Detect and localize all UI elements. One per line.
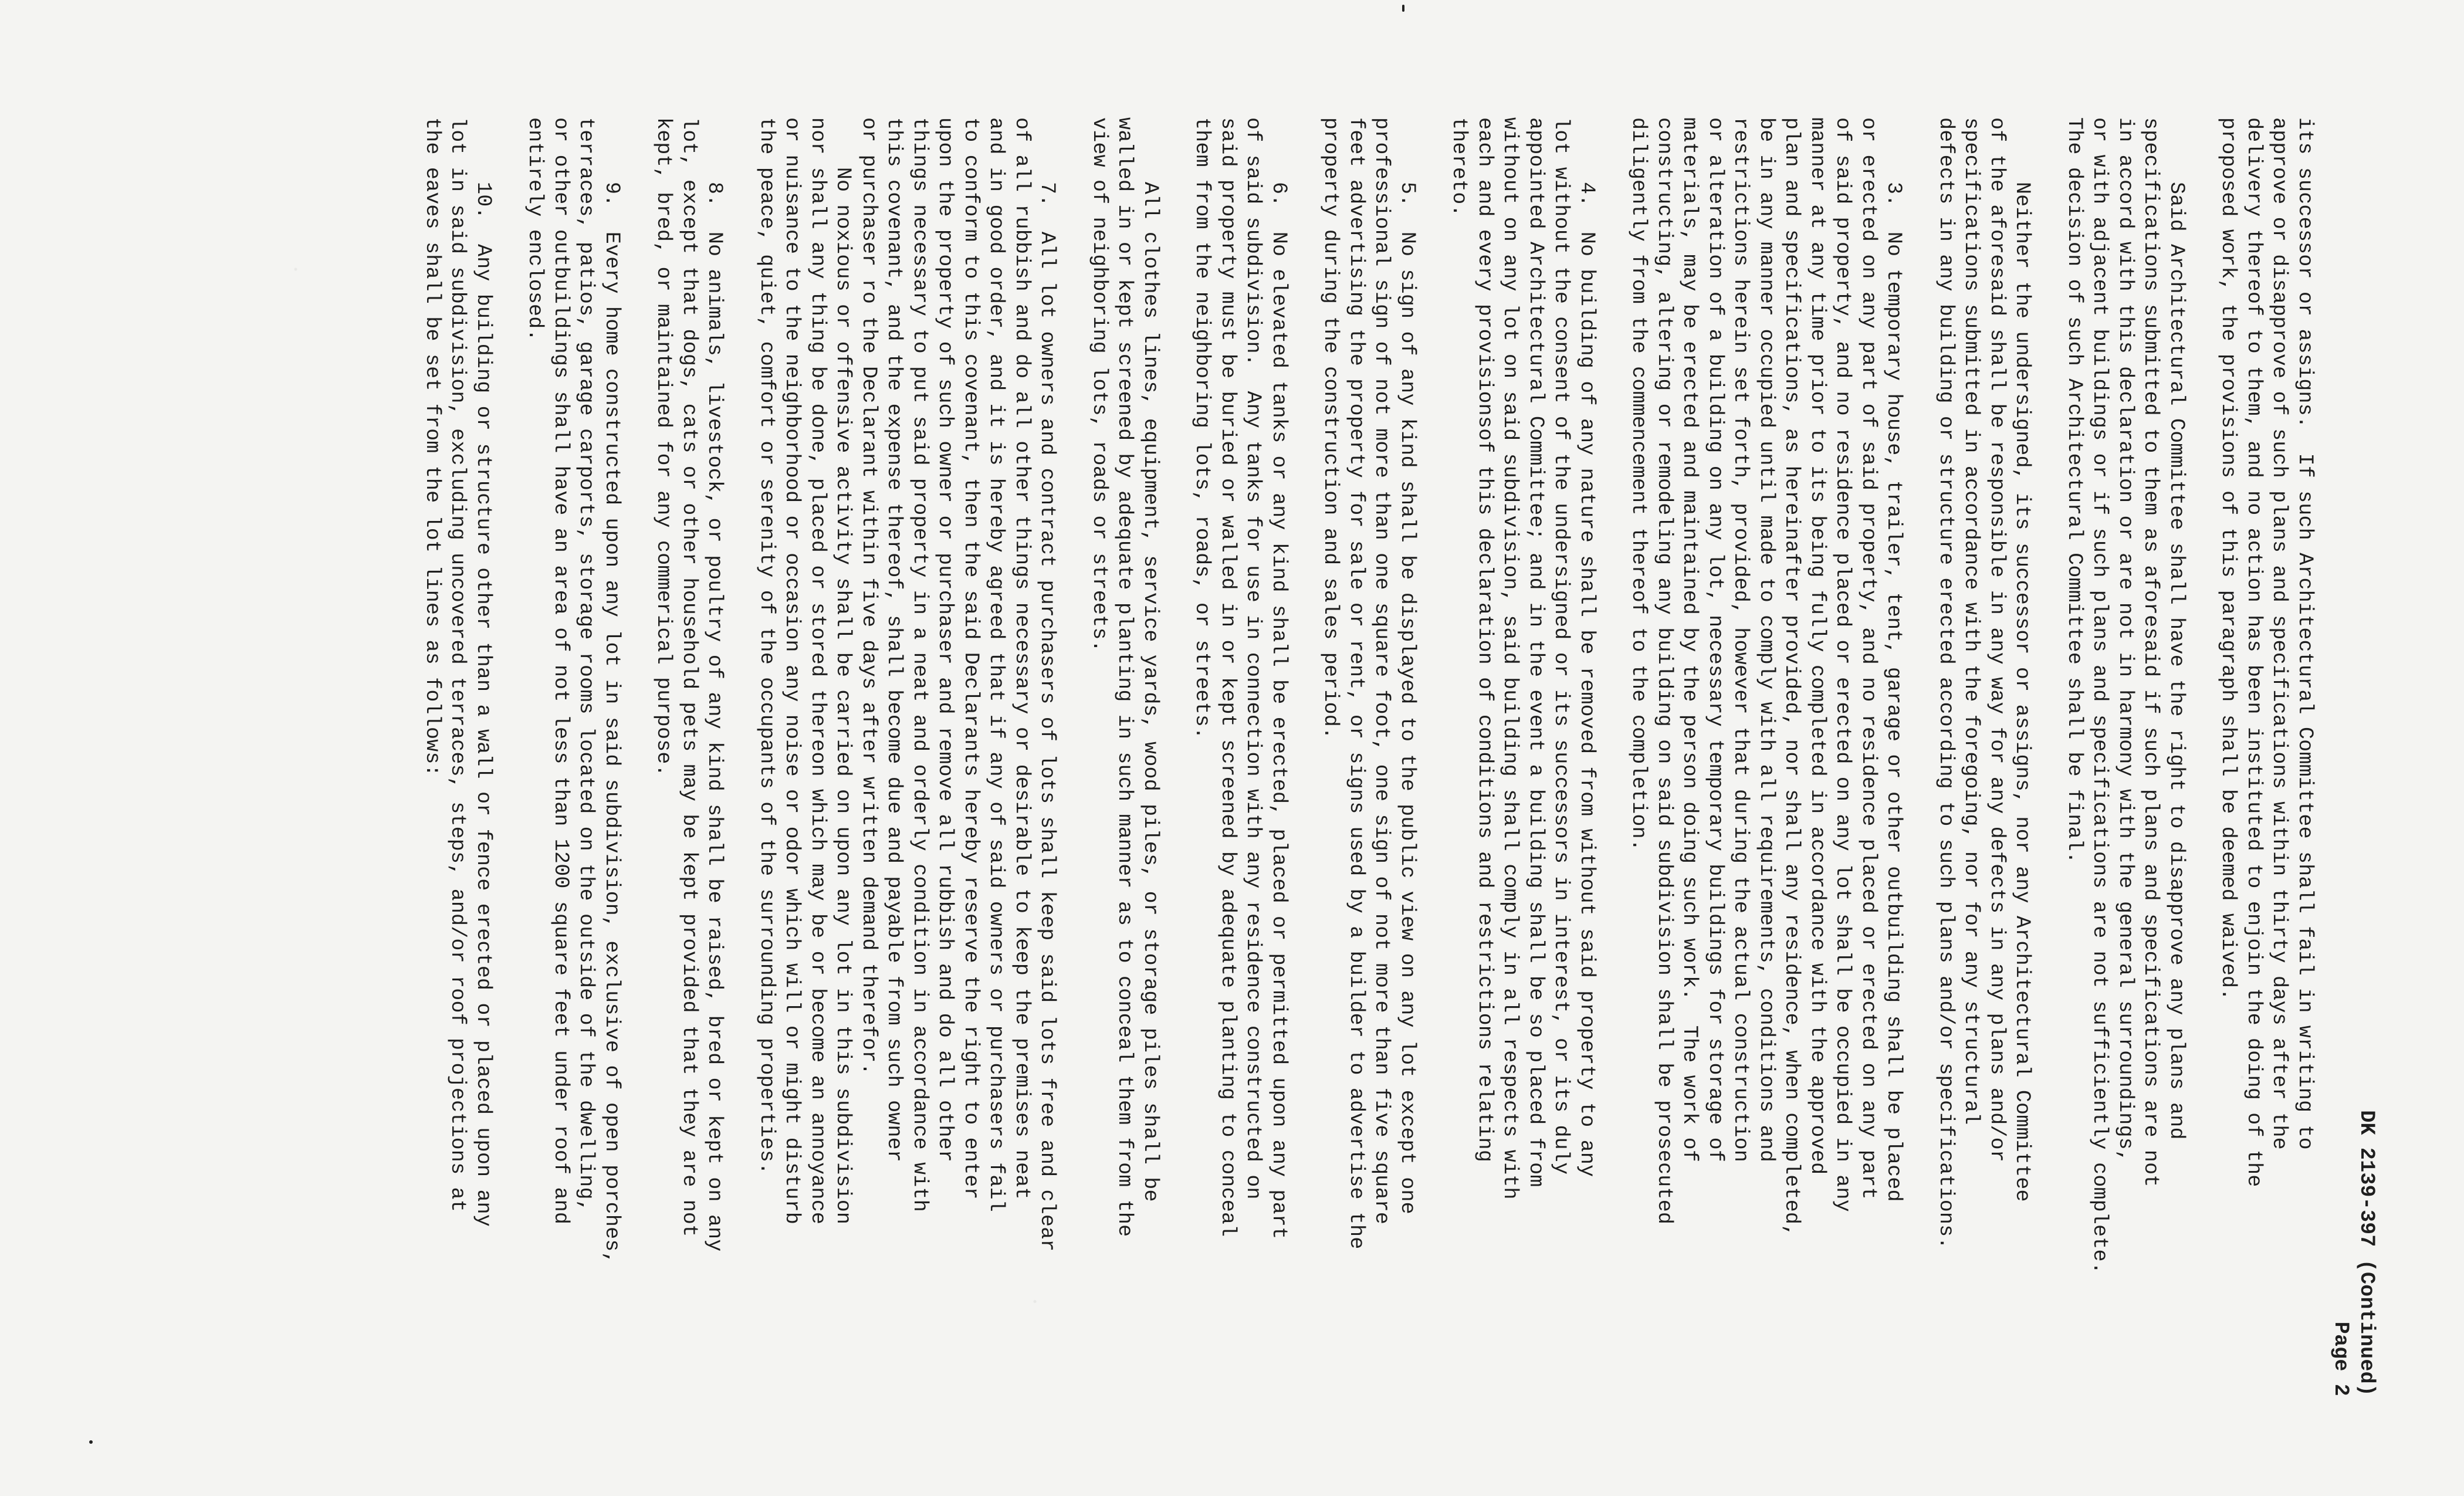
paragraph-liability: Neither the undersigned, its successor or assigns, nor any Architectural Committee of the aforesaid shall be responsible in any way for any defects in any plans and/or specifications submitted in accordance with the foregoing, nor for any structural defects in any building or structure erected according to such plans and/or specifications.: [1934, 117, 2035, 1250]
paragraph-committee-right: Said Architectural Committee shall have the right to disapprove any plans and specifications submitted to them as aforesaid if such plans and specifications are not in accord with this declaration or are not in harmony with the general surroundings, or with adjacent buildings or if such plans and specifications are not sufficiently complete. The decision of such Architectural Committee shall be final.: [2063, 117, 2188, 1274]
scan-speck: [1402, 5, 1404, 12]
paragraph-6-tanks: 6. No elevated tanks or any kind shall be erected, placed or permitted upon any part of said subdivision. Any tanks for use in connection with any residence constructed on said property must be buried or walled in or kept screened by adequate planting to conceal them from the neighboring lots, roads, or streets.: [1190, 117, 1291, 1240]
paragraph-4-building-removal: 4. No building of any nature shall be removed from without said property to any lot without the consent of the undersigned or its successors in interest, or its duly appointed Architectural Committee; and in the event a building shall be so placed from without on any lot on said subdivision, said building shall comply in all respects with each and every provisionsof this declaration of conditions and restrictions relating thereto.: [1447, 117, 1599, 1200]
paragraph-10-setbacks: 10. Any building or structure other than a wall or fence erected or placed upon any lot in said subdivision, excluding uncovered terraces, steps, and/or roof projections at the eaves shall be set from the lot lines as follows:: [421, 117, 495, 1227]
paragraph-8-animals: 8. No animals, livestock, or poultry of any kind shall be raised, bred or kept on any lot, except that dogs, cats or other household pets may be kept provided that they are not kept, bred, or maintained for any commerical purpose.: [652, 117, 727, 1252]
paragraph-7-rubbish-nuisance: 7. All lot owners and contract purchasers of lots shall keep said lots free and clear of all rubbish and do all other things necessary or desirable to keep the premises neat and in good order, and it is hereby agreed that if any of said owners or purchasers fail to conform to this covenant, then the said Declarants hereby reserve the right to enter upon the property of such owner or purchaser and remove all rubbish and do all other things necessary to put said property in a neat and orderly condition in accordance with this covenant, and the expense thereof, shall become due and payable from such owner or purchaser ro the Declarant within five days after written demand therefor. No noxious or offensive activity shall be carried on upon any lot in this subdivision nor shall any thing be done, placed or stored thereon which may be or become an annoyance or nuisance to the neighborhood or occasion any noise or odor which will or might disturb the peace, quiet, comfort or serenity of the occupants of the surrounding properties.: [755, 117, 1060, 1252]
page-header: [2328, 117, 2379, 1396]
document-reference: DK 2139-397 (Continued): [2355, 1110, 2378, 1396]
paragraph-continuation: its successor or assigns. If such Architectural Committee shall fail in writing to approve or disapprove of such plans and specifications within thirty days after the delivery thereof to them, and no action has been instituted to enjoin the doing of the proposed work, the provisions of this paragraph shall be deemed waived.: [2216, 117, 2317, 1187]
paragraph-9-home-area: 9. Every home constructed upon any lot in said subdivision, exclusive of open porches, terraces, patios, garage carports, storage rooms located on the outside of the dwelling, or other outbuildings shall have an area of not less than 1200 square feet under roof and entirely enclosed.: [523, 117, 624, 1264]
paragraph-3-temporary-structures: 3. No temporary house, trailer, tent, garage or other outbuilding shall be placed or erected on any part of said property, and no residence placed or erected on any part of said property, and no residence placed or erected on any lot shall be occupied in any manner at any time prior to its being fully completed in accordance with the approved plan and specifications, as hereinafter provided, nor shall any residence, when completed, be in any manner occupied until made to comply with all requirements, conditions and restrictions herein set forth, provided, however that during the actual construction or alteration of a building on any lot, necessary temporary buildings for storage of materials, may be erected and maintained by the person doing such work. The work of constructing, altering or remodeling any building on said subdivision shall be prosecuted diligently from the commencement thereof to the completion.: [1627, 117, 1906, 1237]
paragraph-5-signs: 5. No sign of any kind shall be displayed to the public view on any lot except one professional sign of not more than one square foot, one sign of not more than five square feet advertising the property for sale or rent, or signs used by a builder to advertise the property during the construction and sales period.: [1319, 117, 1419, 1250]
scan-speck: [89, 1440, 93, 1444]
page-number: Page 2: [2329, 1321, 2353, 1396]
paragraph-clothes-lines: All clothes lines, equipment, service yards, wood piles, or storage piles shall be walled in or kept screened by adequate planting in such manner as to conceal them from the view of neighboring lots, roads or streets.: [1088, 117, 1162, 1237]
